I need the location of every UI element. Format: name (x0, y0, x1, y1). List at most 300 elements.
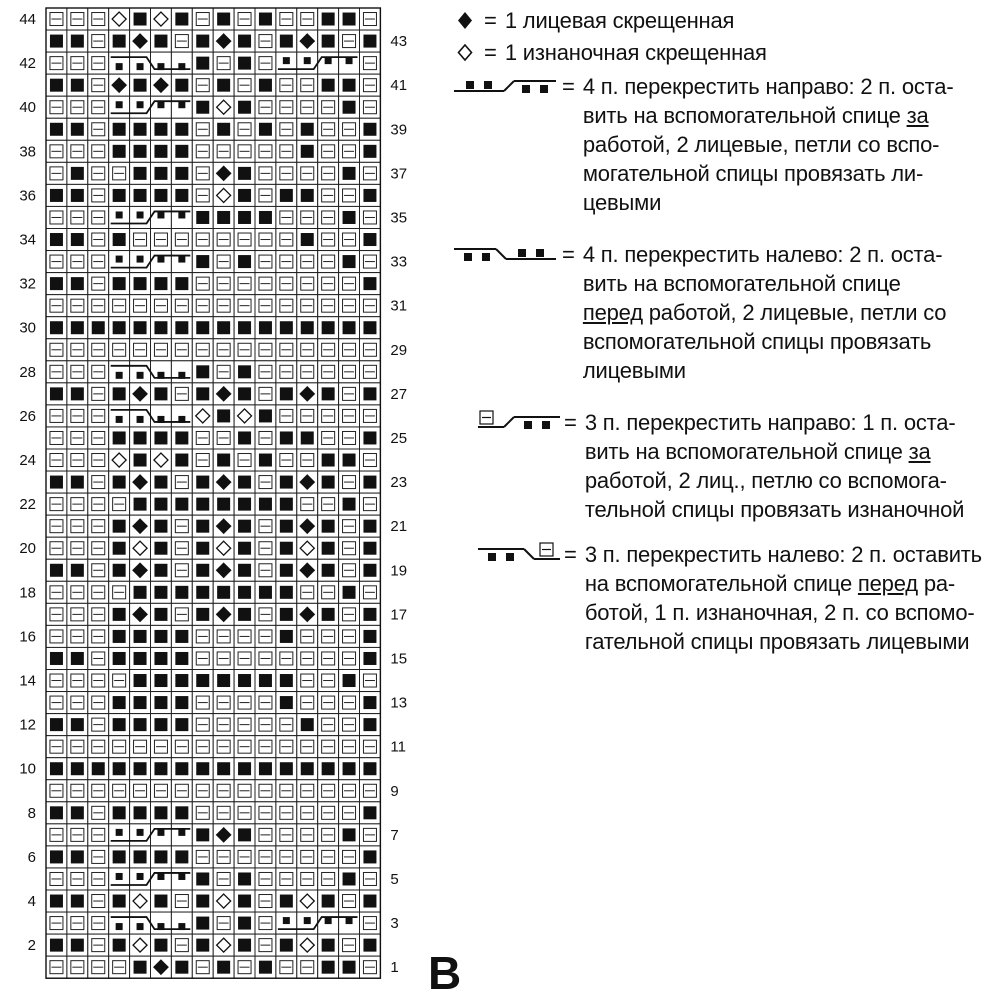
chart-cell (234, 339, 255, 361)
chart-cell (192, 118, 213, 140)
chart-cell (213, 273, 234, 295)
chart-cell (109, 52, 130, 74)
chart-cell (297, 934, 318, 956)
chart-cell (88, 824, 109, 846)
chart-cell (276, 52, 297, 74)
chart-cell (109, 295, 130, 317)
chart-row (46, 493, 380, 515)
chart-cell (130, 30, 151, 52)
chart-cell (318, 581, 339, 603)
chart-cell (339, 758, 360, 780)
chart-cell (234, 493, 255, 515)
chart-cell (67, 493, 88, 515)
chart-cell (67, 162, 88, 184)
chart-cell (109, 361, 130, 383)
chart-cell (88, 251, 109, 273)
chart-cell (151, 96, 172, 118)
row-number-right: 7 (390, 826, 399, 844)
chart-cell (109, 780, 130, 802)
chart-cell (151, 206, 172, 228)
chart-cell (318, 603, 339, 625)
chart-cell (130, 383, 151, 405)
chart-row (46, 934, 380, 956)
row-number-left: 42 (19, 55, 36, 73)
chart-cell (109, 956, 130, 978)
chart-cell (151, 515, 172, 537)
chart-cell (213, 537, 234, 559)
chart-cell (234, 184, 255, 206)
chart-cell (46, 736, 67, 758)
chart-cell (130, 780, 151, 802)
chart-cell (318, 692, 339, 714)
chart-cell (213, 515, 234, 537)
open-diamond-icon (454, 38, 476, 67)
chart-cell (130, 824, 151, 846)
chart-cell (255, 736, 276, 758)
chart-cell (297, 471, 318, 493)
legend-item-cross-4-left: = 4 п. перекрестить налево: 2 п. оста- вить на вспомогательной спице перед работой, 2 лицевые, петли со вспомогательной спицы провязать лицевыми (452, 240, 946, 385)
chart-cell (67, 30, 88, 52)
chart-cell (67, 118, 88, 140)
chart-cell (297, 96, 318, 118)
chart-cell (234, 405, 255, 427)
chart-cell (318, 140, 339, 162)
chart-cell (297, 537, 318, 559)
chart-cell (151, 625, 172, 647)
chart-row (46, 449, 380, 471)
chart-cell (171, 912, 192, 934)
chart-cell (318, 317, 339, 339)
chart-cell (130, 736, 151, 758)
chart-cell (67, 52, 88, 74)
chart-row (46, 184, 380, 206)
chart-cell (171, 30, 192, 52)
chart-cell (88, 581, 109, 603)
chart-cell (339, 8, 360, 30)
chart-cell (297, 140, 318, 162)
chart-cell (234, 956, 255, 978)
chart-cell (130, 537, 151, 559)
chart-cell (276, 251, 297, 273)
chart-cell (67, 273, 88, 295)
chart-cell (318, 670, 339, 692)
chart-cell (339, 184, 360, 206)
chart-cell (46, 229, 67, 251)
chart-cell (297, 603, 318, 625)
chart-cell (192, 890, 213, 912)
chart-cell (213, 405, 234, 427)
chart-cell (234, 603, 255, 625)
chart-cell (213, 758, 234, 780)
chart-cell (130, 692, 151, 714)
chart-cell (255, 537, 276, 559)
chart-cell (276, 515, 297, 537)
chart-cell (339, 118, 360, 140)
chart-cell (88, 603, 109, 625)
chart-cell (297, 890, 318, 912)
chart-cell (213, 493, 234, 515)
chart-cell (109, 427, 130, 449)
chart-cell (213, 361, 234, 383)
chart-cell (360, 780, 381, 802)
chart-cell (46, 890, 67, 912)
chart-cell (234, 692, 255, 714)
chart-cell (192, 162, 213, 184)
chart-cell (297, 74, 318, 96)
chart-cell (192, 736, 213, 758)
chart-cell (130, 493, 151, 515)
chart-cell (276, 956, 297, 978)
chart-cell (276, 890, 297, 912)
chart-cell (318, 8, 339, 30)
chart-cell (234, 912, 255, 934)
chart-cell (130, 339, 151, 361)
chart-cell (130, 273, 151, 295)
chart-cell (213, 118, 234, 140)
chart-cell (255, 118, 276, 140)
chart-cell (213, 934, 234, 956)
chart-cell (297, 802, 318, 824)
chart-cell (255, 405, 276, 427)
chart-cell (360, 912, 381, 934)
chart-cell (171, 361, 192, 383)
chart-cell (130, 603, 151, 625)
chart-cell (276, 647, 297, 669)
chart-cell (171, 714, 192, 736)
chart-cell (171, 824, 192, 846)
chart-cell (109, 603, 130, 625)
legend-item-cross-3-left: = 3 п. перекрестить налево: 2 п. оставить на вспомогательной спице перед ра- ботой, 1 п. изнаночная, 2 п. со вспомо- гательной спицы провязать лицевыми (476, 540, 982, 656)
chart-cell (67, 295, 88, 317)
chart-cell (255, 625, 276, 647)
chart-cell (297, 273, 318, 295)
chart-cell (151, 890, 172, 912)
chart-cell (88, 890, 109, 912)
chart-cell (255, 647, 276, 669)
chart-cell (213, 714, 234, 736)
chart-cell (109, 559, 130, 581)
chart-cell (339, 537, 360, 559)
chart-cell (109, 30, 130, 52)
chart-cell (318, 714, 339, 736)
chart-cell (318, 956, 339, 978)
chart-row (46, 846, 380, 868)
chart-cell (151, 74, 172, 96)
chart-row (46, 52, 380, 74)
chart-cell (109, 339, 130, 361)
legend-text: 3 п. перекрестить налево: 2 п. оставить на вспомогательной спице перед ра- ботой, 1 п. изнаночная, 2 п. со вспомо- гательной спицы провязать лицевыми (584, 542, 982, 654)
chart-cell (151, 140, 172, 162)
chart-cell (67, 647, 88, 669)
chart-cell (88, 427, 109, 449)
chart-cell (213, 8, 234, 30)
chart-cell (109, 206, 130, 228)
chart-cell (234, 736, 255, 758)
chart-cell (360, 206, 381, 228)
chart-cell (46, 912, 67, 934)
chart-cell (88, 647, 109, 669)
legend-item-open-diamond: = 1 изнаночная скрещенная (454, 38, 767, 67)
chart-cell (297, 956, 318, 978)
chart-cell (234, 824, 255, 846)
chart-cell (192, 692, 213, 714)
chart-cell (130, 184, 151, 206)
chart-cell (46, 383, 67, 405)
chart-cell (171, 736, 192, 758)
chart-cell (88, 184, 109, 206)
chart-cell (171, 96, 192, 118)
chart-cell (213, 206, 234, 228)
chart-cell (339, 625, 360, 647)
chart-cell (171, 295, 192, 317)
chart-row (46, 559, 380, 581)
chart-cell (109, 692, 130, 714)
chart-cell (234, 647, 255, 669)
chart-row (46, 273, 380, 295)
chart-cell (151, 118, 172, 140)
chart-cell (234, 361, 255, 383)
chart-cell (130, 625, 151, 647)
chart-cell (276, 74, 297, 96)
chart-cell (360, 846, 381, 868)
chart-cell (46, 625, 67, 647)
chart-cell (151, 361, 172, 383)
chart-cell (88, 405, 109, 427)
chart-cell (318, 206, 339, 228)
chart-cell (171, 934, 192, 956)
row-number-left: 30 (19, 319, 36, 337)
chart-cell (151, 339, 172, 361)
chart-cell (297, 758, 318, 780)
chart-cell (318, 471, 339, 493)
chart-cell (318, 802, 339, 824)
row-number-right: 37 (390, 165, 408, 183)
chart-cell (192, 229, 213, 251)
chart-cell (255, 868, 276, 890)
chart-cell (297, 824, 318, 846)
chart-cell (192, 251, 213, 273)
chart-cell (339, 96, 360, 118)
chart-cell (109, 647, 130, 669)
chart-row (46, 515, 380, 537)
chart-cell (88, 229, 109, 251)
chart-cell (151, 251, 172, 273)
chart-cell (130, 405, 151, 427)
chart-cell (46, 118, 67, 140)
chart-cell (234, 868, 255, 890)
chart-cell (151, 229, 172, 251)
chart-cell (276, 295, 297, 317)
chart-cell (171, 846, 192, 868)
chart-cell (67, 427, 88, 449)
chart-cell (318, 96, 339, 118)
filled-diamond-icon (454, 6, 476, 35)
chart-cell (255, 229, 276, 251)
chart-cell (276, 162, 297, 184)
chart-cell (339, 206, 360, 228)
chart-cell (67, 581, 88, 603)
chart-cell (67, 339, 88, 361)
row-number-left: 16 (19, 628, 36, 646)
chart-cell (130, 361, 151, 383)
chart-cell (109, 515, 130, 537)
chart-cell (130, 581, 151, 603)
chart-cell (109, 273, 130, 295)
chart-cell (297, 846, 318, 868)
chart-cell (360, 736, 381, 758)
chart-cell (46, 206, 67, 228)
row-number-right: 15 (390, 650, 408, 668)
chart-cell (130, 714, 151, 736)
chart-cell (297, 647, 318, 669)
chart-cell (130, 8, 151, 30)
chart-cell (109, 912, 130, 934)
chart-cell (297, 559, 318, 581)
chart-cell (151, 934, 172, 956)
chart-cell (130, 251, 151, 273)
chart-cell (46, 824, 67, 846)
chart-cell (234, 846, 255, 868)
chart-cell (297, 581, 318, 603)
chart-cell (130, 956, 151, 978)
chart-cell (46, 96, 67, 118)
chart-cell (339, 229, 360, 251)
chart-row (46, 162, 380, 184)
chart-cell (213, 427, 234, 449)
row-number-left: 2 (27, 937, 36, 955)
chart-cell (255, 603, 276, 625)
chart-cell (213, 140, 234, 162)
chart-cell (171, 118, 192, 140)
chart-cell (339, 427, 360, 449)
chart-cell (46, 449, 67, 471)
chart-cell (171, 273, 192, 295)
chart-cell (360, 383, 381, 405)
chart-cell (360, 30, 381, 52)
chart-cell (88, 273, 109, 295)
chart-cell (151, 273, 172, 295)
chart-cell (255, 317, 276, 339)
chart-cell (130, 670, 151, 692)
chart-cell (213, 251, 234, 273)
chart-cell (297, 912, 318, 934)
chart-cell (213, 647, 234, 669)
chart-cell (151, 537, 172, 559)
chart-cell (297, 625, 318, 647)
chart-cell (360, 824, 381, 846)
chart-cell (297, 405, 318, 427)
chart-cell (339, 603, 360, 625)
chart-cell (318, 118, 339, 140)
chart-cell (151, 405, 172, 427)
chart-cell (130, 647, 151, 669)
chart-letter: B (428, 947, 462, 999)
chart-cell (360, 537, 381, 559)
chart-cell (276, 736, 297, 758)
chart-cell (318, 427, 339, 449)
chart-cell (234, 427, 255, 449)
chart-cell (88, 339, 109, 361)
chart-cell (109, 383, 130, 405)
chart-cell (67, 317, 88, 339)
chart-cell (276, 846, 297, 868)
chart-cell (130, 118, 151, 140)
chart-cell (255, 780, 276, 802)
chart-cell (255, 449, 276, 471)
chart-cell (318, 625, 339, 647)
chart-cell (46, 603, 67, 625)
chart-cell (130, 206, 151, 228)
chart-cell (339, 846, 360, 868)
chart-cell (339, 647, 360, 669)
chart-cell (46, 361, 67, 383)
chart-cell (192, 824, 213, 846)
chart-cell (130, 140, 151, 162)
chart-cell (360, 802, 381, 824)
chart-cell (88, 74, 109, 96)
chart-row (46, 736, 380, 758)
chart-cell (151, 758, 172, 780)
chart-cell (171, 317, 192, 339)
chart-cell (67, 692, 88, 714)
chart-cell (360, 868, 381, 890)
chart-cell (130, 449, 151, 471)
chart-cell (276, 383, 297, 405)
chart-cell (88, 30, 109, 52)
chart-cell (46, 934, 67, 956)
chart-cell (276, 780, 297, 802)
chart-cell (213, 559, 234, 581)
chart-cell (46, 251, 67, 273)
chart-cell (318, 52, 339, 74)
chart-cell (171, 184, 192, 206)
chart-cell (109, 493, 130, 515)
chart-cell (192, 647, 213, 669)
chart-cell (255, 8, 276, 30)
chart-cell (46, 295, 67, 317)
chart-cell (318, 339, 339, 361)
chart-cell (151, 780, 172, 802)
chart-cell (234, 515, 255, 537)
chart-cell (46, 471, 67, 493)
chart-row (46, 868, 380, 890)
chart-cell (213, 229, 234, 251)
chart-cell (192, 758, 213, 780)
chart-cell (46, 647, 67, 669)
chart-cell (171, 780, 192, 802)
chart-cell (297, 515, 318, 537)
chart-cell (130, 317, 151, 339)
chart-cell (234, 30, 255, 52)
chart-cell (276, 471, 297, 493)
chart-row (46, 581, 380, 603)
chart-cell (360, 934, 381, 956)
chart-cell (339, 140, 360, 162)
row-number-right: 19 (390, 562, 408, 580)
chart-cell (297, 30, 318, 52)
chart-cell (339, 736, 360, 758)
chart-cell (171, 537, 192, 559)
chart-cell (171, 74, 192, 96)
chart-cell (297, 670, 318, 692)
chart-cell (46, 339, 67, 361)
chart-cell (192, 471, 213, 493)
chart-row (46, 692, 380, 714)
chart-cell (360, 493, 381, 515)
chart-cell (67, 912, 88, 934)
chart-cell (192, 449, 213, 471)
chart-cell (151, 736, 172, 758)
